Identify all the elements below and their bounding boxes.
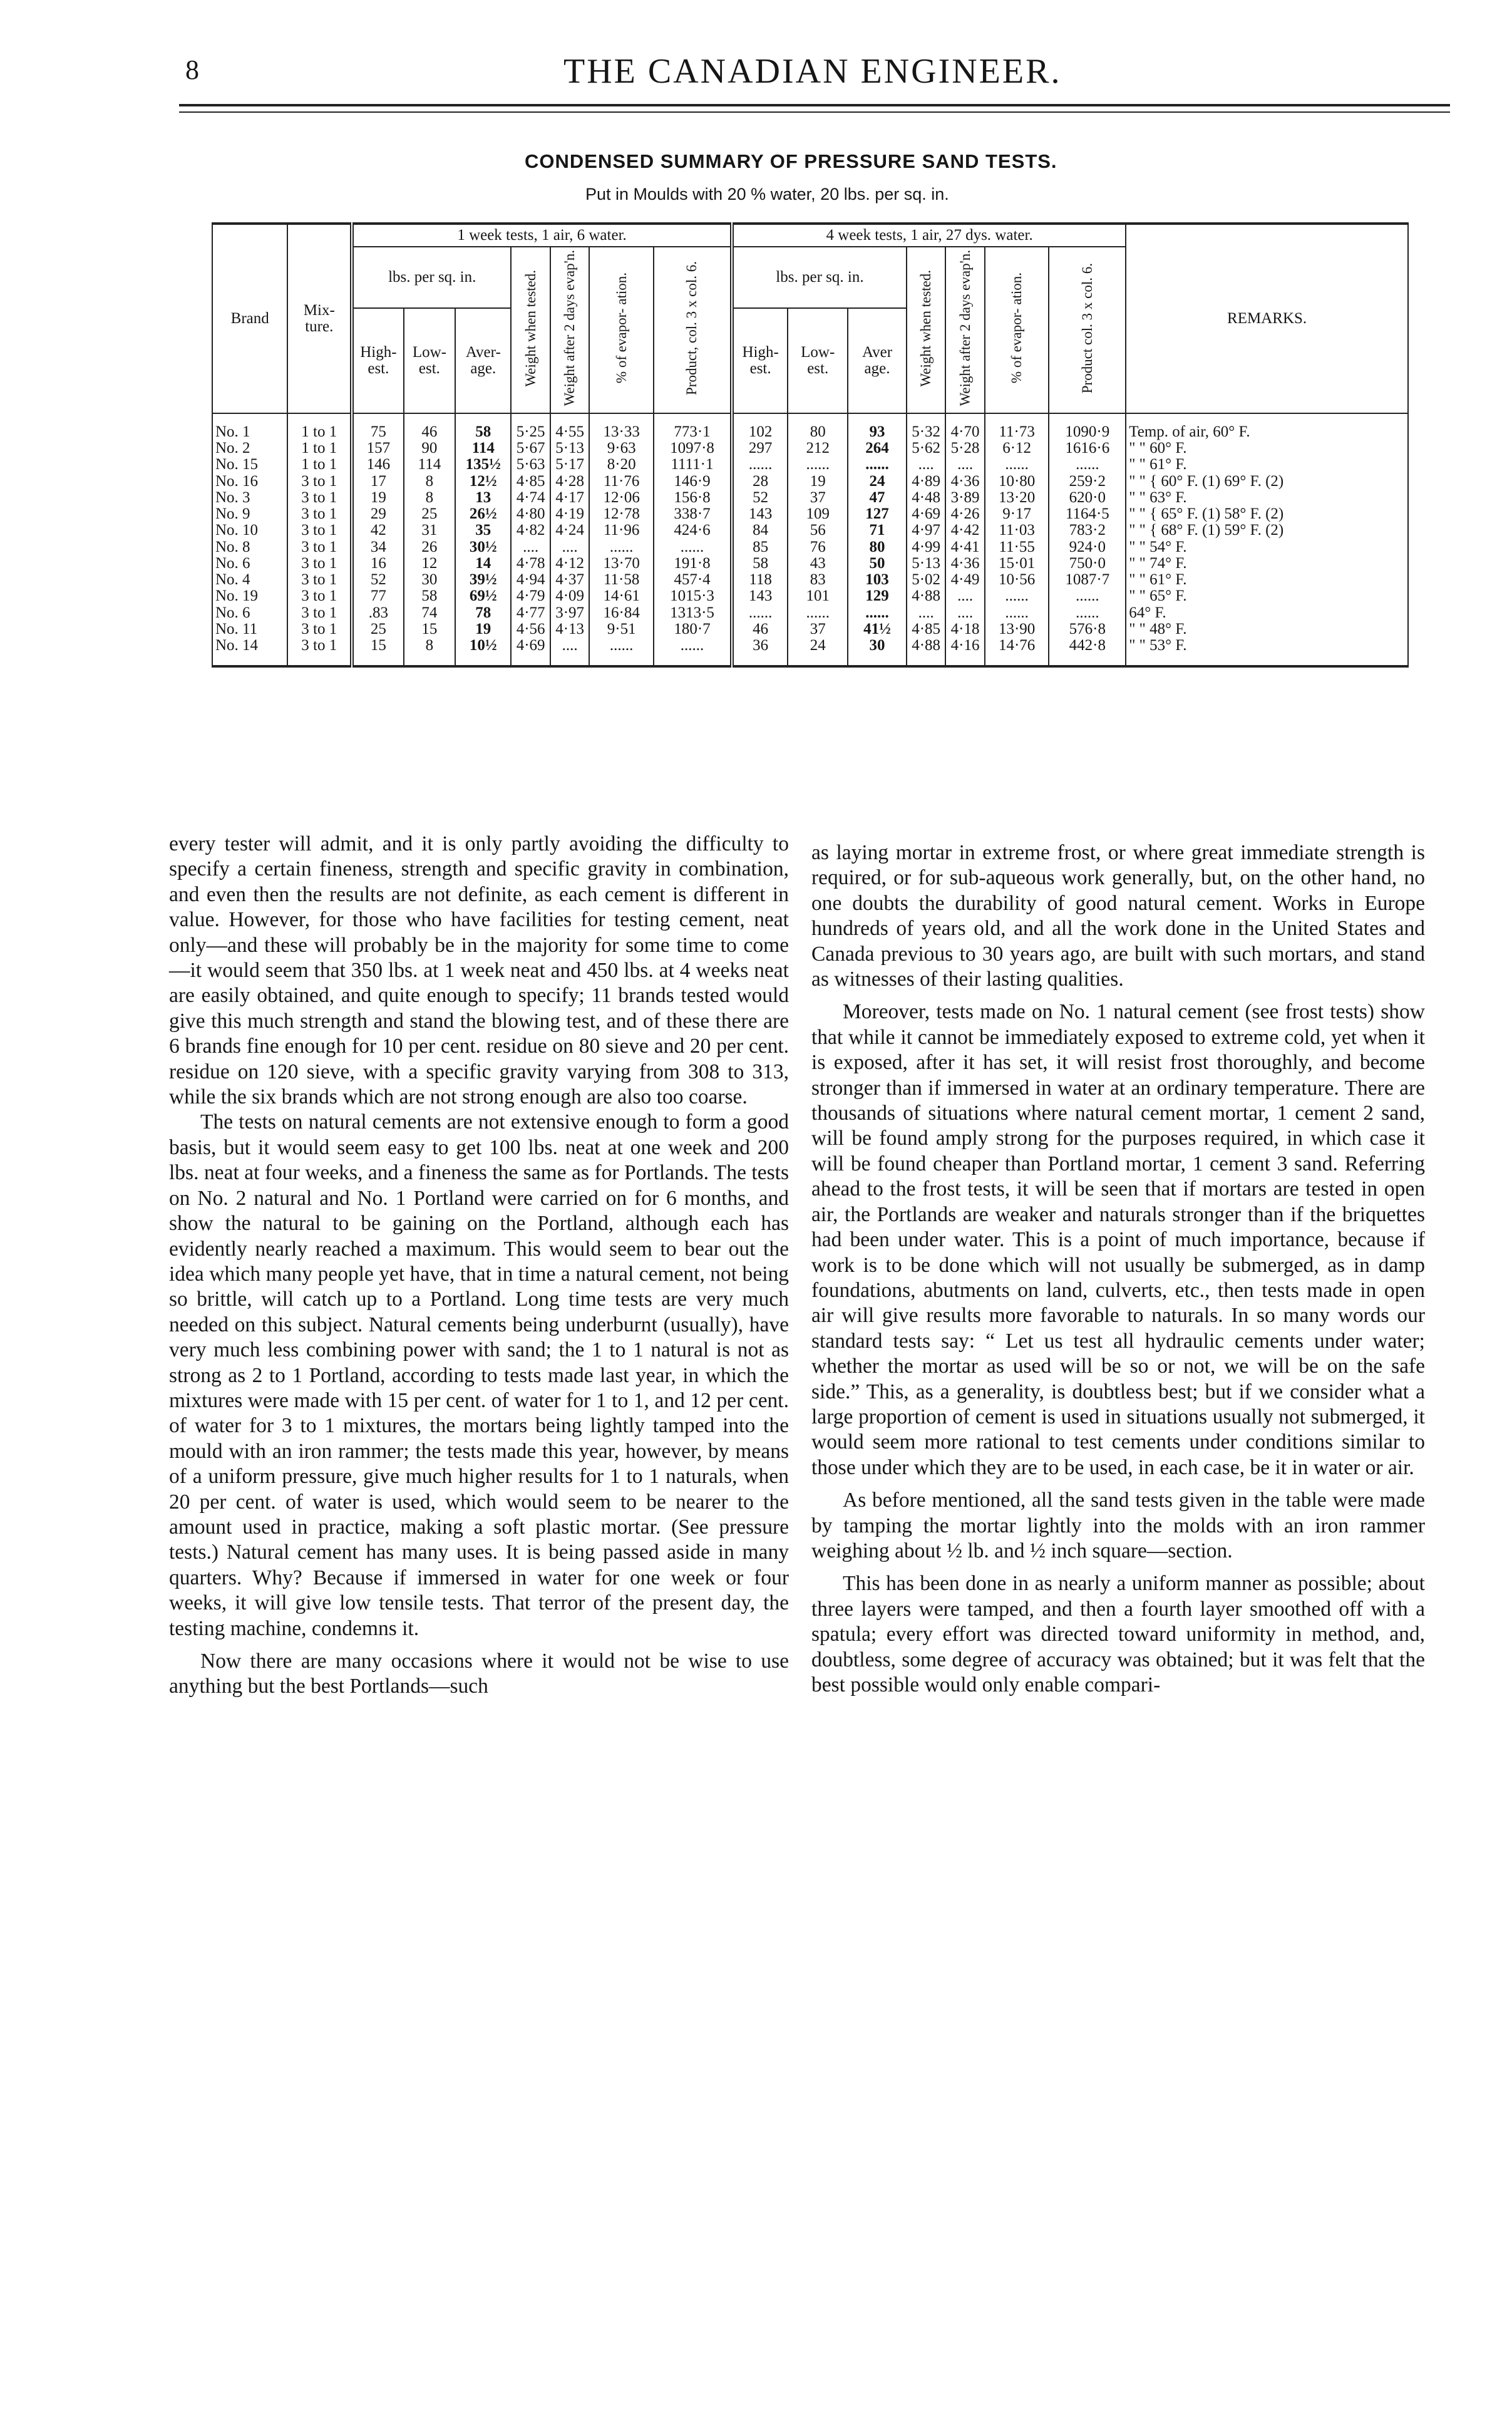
cell-lowest: 74 [404,605,456,621]
cell-average: 26½ [455,506,511,522]
cell-weight-tested-4wk: 4·97 [907,522,945,539]
cell-evaporation: 16·84 [589,605,654,621]
header-weight-after: Weight after 2 days evap'n. [562,250,578,406]
cell-highest-4wk: ...... [732,457,788,473]
cell-weight-tested: 5·25 [511,413,550,440]
cell-average-4wk: 30 [848,638,907,666]
cell-brand: No. 4 [212,572,287,588]
cell-evaporation-4wk: 6·12 [985,440,1049,457]
cell-weight-tested: 4·77 [511,605,550,621]
cell-evaporation: 13·33 [589,413,654,440]
cell-weight-tested-4wk: 5·02 [907,572,945,588]
cell-remarks: " " { 65° F. (1) 58° F. (2) [1126,506,1408,522]
table-row [212,638,1408,666]
cell-lowest-4wk: 80 [788,413,848,440]
cell-highest-4wk: 297 [732,440,788,457]
cell-highest-4wk: 84 [732,522,788,539]
cell-lowest: 58 [404,588,456,604]
cell-average: 35 [455,522,511,539]
header-rule-thin [179,111,1450,113]
cell-mixture: 3 to 1 [287,522,352,539]
cell-mixture: 3 to 1 [287,638,352,666]
cell-product-4wk: 259·2 [1049,473,1126,490]
cell-lowest-4wk: 37 [788,490,848,506]
cell-evaporation-4wk: 10·80 [985,473,1049,490]
cell-highest-4wk: 85 [732,539,788,555]
cell-highest-4wk: ...... [732,605,788,621]
cell-lowest-4wk: 43 [788,555,848,572]
table-row [212,539,1408,555]
cell-brand: No. 6 [212,605,287,621]
cell-average-4wk: 24 [848,473,907,490]
cell-product-4wk: 442·8 [1049,638,1126,666]
cell-evaporation: 12·78 [589,506,654,522]
paragraph: This has been done in as nearly a uniform manner as possible; about three layers were tamped, and then a fourth layer smoothed off with a spatula; every effort was directed toward uniformity in method, and, doubtless, some degree of accuracy was obtained; but it was felt that the best possible would only enable compari- [811,1572,1425,1696]
table-row [212,621,1408,638]
cell-remarks: " " 63° F. [1126,490,1408,506]
cell-lowest: 15 [404,621,456,638]
cell-evaporation-4wk: 11·73 [985,413,1049,440]
cell-evaporation-4wk: 15·01 [985,555,1049,572]
cell-brand: No. 1 [212,413,287,440]
cell-weight-after-4wk: 4·70 [945,413,984,440]
cell-remarks: Temp. of air, 60° F. [1126,413,1408,440]
cell-remarks: 64° F. [1126,605,1408,621]
cell-weight-after-4wk: 4·18 [945,621,984,638]
cell-brand: No. 8 [212,539,287,555]
cell-weight-tested-4wk: 5·13 [907,555,945,572]
cell-highest: .83 [352,605,404,621]
cell-average: 58 [455,413,511,440]
cell-average-4wk: ...... [848,457,907,473]
cell-weight-tested-4wk: 4·88 [907,638,945,666]
cell-highest: 75 [352,413,404,440]
page-number: 8 [185,54,199,85]
cell-average: 13 [455,490,511,506]
cell-brand: No. 15 [212,457,287,473]
cell-weight-tested: 4·56 [511,621,550,638]
cell-remarks: " " 74° F. [1126,555,1408,572]
cell-mixture: 3 to 1 [287,506,352,522]
cell-weight-tested-4wk: 4·85 [907,621,945,638]
header-average: Aver- age. [455,308,511,413]
table-row [212,588,1408,604]
cell-mixture: 3 to 1 [287,572,352,588]
cell-weight-after: 3·97 [550,605,589,621]
cell-weight-tested: 4·80 [511,506,550,522]
cell-highest: 34 [352,539,404,555]
cell-brand: No. 10 [212,522,287,539]
header-week1-group: 1 week tests, 1 air, 6 water. [352,224,732,247]
cell-product: 1015·3 [654,588,732,604]
cell-weight-after: 4·19 [550,506,589,522]
cell-lowest: 46 [404,413,456,440]
cell-highest-4wk: 58 [732,555,788,572]
table-row [212,555,1408,572]
summary-table-container [212,222,1409,668]
cell-product: ...... [654,638,732,666]
cell-mixture: 3 to 1 [287,555,352,572]
cell-weight-after-4wk: 4·42 [945,522,984,539]
cell-remarks: " " 61° F. [1126,457,1408,473]
cell-product: 191·8 [654,555,732,572]
cell-weight-after-4wk: 4·49 [945,572,984,588]
cell-highest-4wk: 46 [732,621,788,638]
header-evaporation-4wk: % of evapor- ation. [1009,272,1025,384]
cell-product: 1097·8 [654,440,732,457]
cell-weight-after: 4·37 [550,572,589,588]
cell-product-4wk: ...... [1049,457,1126,473]
cell-highest-4wk: 36 [732,638,788,666]
journal-title: THE CANADIAN ENGINEER. [563,52,1062,91]
header-evaporation: % of evapor- ation. [613,272,629,384]
cell-weight-after: 4·28 [550,473,589,490]
cell-weight-after: 4·17 [550,490,589,506]
cell-brand: No. 9 [212,506,287,522]
table-row [212,506,1408,522]
table-title: CONDENSED SUMMARY OF PRESSURE SAND TESTS. [525,150,1057,172]
cell-evaporation: 9·51 [589,621,654,638]
cell-product: 1313·5 [654,605,732,621]
cell-lowest: 8 [404,473,456,490]
cell-lowest: 8 [404,490,456,506]
cell-weight-tested: 5·63 [511,457,550,473]
cell-weight-after: 4·12 [550,555,589,572]
cell-evaporation: 11·76 [589,473,654,490]
cell-remarks: " " 48° F. [1126,621,1408,638]
header-week1-lbs: lbs. per sq. in. [352,247,511,308]
cell-brand: No. 11 [212,621,287,638]
cell-lowest-4wk: 37 [788,621,848,638]
header-product-4wk: Product col. 3 x col. 6. [1079,262,1095,394]
header-average-4wk: Aver age. [848,308,907,413]
cell-product: 338·7 [654,506,732,522]
cell-highest: 42 [352,522,404,539]
cell-lowest-4wk: 109 [788,506,848,522]
cell-highest: 25 [352,621,404,638]
cell-highest-4wk: 102 [732,413,788,440]
cell-weight-after-4wk: 4·36 [945,555,984,572]
cell-evaporation-4wk: ...... [985,457,1049,473]
cell-product-4wk: 576·8 [1049,621,1126,638]
header-weight-after-4wk: Weight after 2 days evap'n. [957,250,973,406]
cell-lowest: 31 [404,522,456,539]
cell-evaporation-4wk: 11·55 [985,539,1049,555]
cell-weight-after-4wk: 4·26 [945,506,984,522]
paragraph: As before mentioned, all the sand tests given in the table were made by tamping the mortar lightly into the molds with an iron rammer weighing about ½ lb. and ½ inch square—section. [811,1489,1425,1562]
cell-weight-after: 4·55 [550,413,589,440]
cell-average-4wk: 50 [848,555,907,572]
table-row [212,457,1408,473]
cell-product-4wk: 783·2 [1049,522,1126,539]
cell-weight-after: 5·13 [550,440,589,457]
cell-average-4wk: ...... [848,605,907,621]
cell-weight-after: 4·09 [550,588,589,604]
paragraph: The tests on natural cements are not extensive enough to form a good basis, but it would seem easy to get 100 lbs. neat at one week and 200 lbs. neat at four weeks, and a fineness the same as for Portlands. The tests on No. 2 natural and No. 1 Portland were carried on for 6 months, and show the natural to be gaining on the Portland, although each has evidently nearly reached a maximum. This would seem to bear out the idea which many people yet have, that in time a natural cement, not being so brittle, will catch up to a Portland. Long time tests are very much needed on this subject. Natural cements being underburnt (usually), have very much less combining power with sand; the 1 to 1 natural is not as strong as 2 to 1 Portland, according to tests made last year, in which the mixtures were made with 15 per cent. of water for 1 to 1, and 12 per cent. of water for 3 to 1 mixtures, the mortars being lightly tamped into the mould with an iron rammer; the tests made this year, however, by means of a uniform pressure, give much higher results for 1 to 1 naturals, when 20 per cent. of water is used, which would seem to be nearer to the amount used in practice, making a soft plastic mortar. (See pressure tests.) Natural cement has many uses. It is being passed aside in many quarters. Why? Because if immersed in water for one week or four weeks, it will give low tensile tests. That terror of the present day, the testing machine, condemns it. [169,1110,789,1640]
cell-average-4wk: 47 [848,490,907,506]
cell-evaporation: ...... [589,539,654,555]
cell-lowest-4wk: 56 [788,522,848,539]
cell-highest: 146 [352,457,404,473]
cell-highest: 29 [352,506,404,522]
cell-lowest: 8 [404,638,456,666]
cell-weight-after-4wk: 5·28 [945,440,984,457]
cell-evaporation-4wk: 13·90 [985,621,1049,638]
cell-weight-tested-4wk: 5·32 [907,413,945,440]
cell-average: 10½ [455,638,511,666]
table-row [212,413,1408,440]
paragraph: Now there are many occasions where it would not be wise to use anything but the best Portlands—such [169,1649,789,1698]
cell-product-4wk: 924·0 [1049,539,1126,555]
cell-remarks: " " 54° F. [1126,539,1408,555]
cell-lowest-4wk: 101 [788,588,848,604]
cell-product-4wk: 620·0 [1049,490,1126,506]
cell-average-4wk: 93 [848,413,907,440]
table-row [212,522,1408,539]
cell-brand: No. 3 [212,490,287,506]
sand-tests-table [212,222,1409,668]
cell-evaporation-4wk: 9·17 [985,506,1049,522]
cell-highest: 77 [352,588,404,604]
cell-lowest-4wk: 24 [788,638,848,666]
cell-weight-tested: 4·74 [511,490,550,506]
cell-average: 39½ [455,572,511,588]
header-weight-tested: Weight when tested. [522,269,538,387]
cell-lowest: 12 [404,555,456,572]
cell-lowest: 26 [404,539,456,555]
paragraph: every tester will admit, and it is only partly avoiding the difficulty to specify a certain fineness, strength and specific gravity in combination, and even then the results are not definite, as each cement is different in value. However, for those who have facilities for testing cement, neat only—and these will probably be in the majority for some time to come—it would seem that 350 lbs. at 1 week neat and 450 lbs. at 4 weeks neat are easily obtained, and quite enough to specify; 11 brands tested would give this much strength and stand the blowing test, and of these there are 6 brands fine enough for 10 per cent. residue on 80 sieve and 20 per cent. residue on 120 sieve, with a specific gravity varying from 308 to 313, while the six brands which are not strong enough are also too coarse. [169,832,789,1109]
cell-mixture: 3 to 1 [287,473,352,490]
cell-evaporation: 9·63 [589,440,654,457]
header-highest-4wk: High- est. [732,308,788,413]
cell-evaporation-4wk: 10·56 [985,572,1049,588]
cell-average-4wk: 127 [848,506,907,522]
cell-evaporation-4wk: 11·03 [985,522,1049,539]
cell-mixture: 3 to 1 [287,605,352,621]
cell-weight-tested: 4·69 [511,638,550,666]
cell-weight-tested: 4·82 [511,522,550,539]
cell-average-4wk: 129 [848,588,907,604]
cell-weight-tested-4wk: .... [907,605,945,621]
paragraph: Moreover, tests made on No. 1 natural cement (see frost tests) show that while it cannot be immediately exposed to extreme cold, yet when it is exposed, after it has set, it will resist frost thoroughly, and become stronger than if immersed in water at an ordinary temperature. There are thousands of situations where natural cement mortar, 1 cement 2 sand, will be found amply strong for the purposes required, in which case it will be found cheaper than Portland mortar, 1 cement 3 sand. Referring ahead to the frost tests, it will be seen that if mortars are tested in open air, the Portlands are weaker and naturals stronger than if the briquettes had been under water. This is a point of much importance, because if work is to be done which will not usually be submerged, as in damp foundations, abutments on land, culverts, etc., then tests made in open air will give results more favorable to naturals. In so many words our standard tests say: “ Let us test all hydraulic cements under water; whether the mortar as used will be so or not, we will be on the safe side.” This, as a generality, is doubtless best; but if we consider what a large proportion of cement is used in situations usually not submerged, it would seem more rational to test cements under conditions similar to those under which they are to be used, in each case, be it in water or air. [811,1000,1425,1479]
paragraph: as laying mortar in extreme frost, or where great immediate strength is required, or for sub-aqueous work generally, but, on the other hand, no one doubts the durability of good natural cement. Works in Europe hundreds of years old, and all the work done in the United States and Canada previous to 30 years ago, are built with such mortars, and stand as witnesses of their lasting qualities. [811,841,1425,991]
cell-brand: No. 14 [212,638,287,666]
header-lowest-4wk: Low- est. [788,308,848,413]
cell-weight-after-4wk: .... [945,588,984,604]
cell-average: 78 [455,605,511,621]
cell-lowest-4wk: ...... [788,457,848,473]
cell-lowest: 114 [404,457,456,473]
header-remarks: REMARKS. [1126,224,1408,413]
cell-evaporation: 14·61 [589,588,654,604]
text-column-left [169,832,789,1700]
cell-weight-tested-4wk: 4·89 [907,473,945,490]
cell-product-4wk: ...... [1049,605,1126,621]
cell-brand: No. 16 [212,473,287,490]
cell-remarks: " " 53° F. [1126,638,1408,666]
cell-weight-tested-4wk: 4·99 [907,539,945,555]
header-highest: High- est. [352,308,404,413]
cell-weight-tested: 5·67 [511,440,550,457]
table-body [212,413,1408,667]
cell-highest-4wk: 28 [732,473,788,490]
cell-mixture: 1 to 1 [287,457,352,473]
cell-lowest-4wk: 76 [788,539,848,555]
header-product: Product, col. 3 x col. 6. [684,261,700,395]
header-rule [179,104,1450,106]
cell-average: 19 [455,621,511,638]
cell-remarks: " " { 68° F. (1) 59° F. (2) [1126,522,1408,539]
cell-weight-after: .... [550,539,589,555]
cell-weight-after-4wk: .... [945,457,984,473]
cell-evaporation: 8·20 [589,457,654,473]
cell-lowest-4wk: 212 [788,440,848,457]
cell-remarks: " " 65° F. [1126,588,1408,604]
cell-remarks: " " 61° F. [1126,572,1408,588]
cell-evaporation: 13·70 [589,555,654,572]
cell-product: 457·4 [654,572,732,588]
cell-weight-tested: 4·85 [511,473,550,490]
table-row [212,440,1408,457]
cell-brand: No. 6 [212,555,287,572]
cell-highest: 157 [352,440,404,457]
cell-weight-tested-4wk: 5·62 [907,440,945,457]
cell-mixture: 3 to 1 [287,621,352,638]
cell-remarks: " " { 60° F. (1) 69° F. (2) [1126,473,1408,490]
table-row [212,473,1408,490]
cell-product: ...... [654,539,732,555]
cell-evaporation-4wk: 13·20 [985,490,1049,506]
cell-product: 773·1 [654,413,732,440]
cell-lowest-4wk: ...... [788,605,848,621]
cell-weight-after-4wk: .... [945,605,984,621]
cell-product-4wk: 1087·7 [1049,572,1126,588]
cell-weight-tested: .... [511,539,550,555]
cell-average-4wk: 80 [848,539,907,555]
cell-weight-after: .... [550,638,589,666]
header-weight-tested-4wk: Weight when tested. [918,269,934,387]
cell-average: 69½ [455,588,511,604]
cell-highest-4wk: 118 [732,572,788,588]
table-row [212,605,1408,621]
cell-highest-4wk: 52 [732,490,788,506]
cell-highest: 15 [352,638,404,666]
cell-mixture: 3 to 1 [287,539,352,555]
cell-weight-after-4wk: 3·89 [945,490,984,506]
cell-evaporation: 11·96 [589,522,654,539]
cell-product-4wk: ...... [1049,588,1126,604]
table-subtitle: Put in Moulds with 20 % water, 20 lbs. per sq. in. [585,185,949,204]
cell-weight-after-4wk: 4·16 [945,638,984,666]
cell-weight-tested-4wk: .... [907,457,945,473]
cell-lowest: 25 [404,506,456,522]
cell-highest: 16 [352,555,404,572]
cell-brand: No. 19 [212,588,287,604]
cell-evaporation-4wk: ...... [985,605,1049,621]
cell-highest: 17 [352,473,404,490]
cell-evaporation-4wk: ...... [985,588,1049,604]
cell-weight-tested-4wk: 4·48 [907,490,945,506]
cell-average: 14 [455,555,511,572]
cell-average: 12½ [455,473,511,490]
cell-weight-tested-4wk: 4·88 [907,588,945,604]
cell-product-4wk: 1090·9 [1049,413,1126,440]
cell-average: 30½ [455,539,511,555]
cell-product-4wk: 750·0 [1049,555,1126,572]
cell-weight-after-4wk: 4·36 [945,473,984,490]
cell-product: 424·6 [654,522,732,539]
cell-mixture: 1 to 1 [287,440,352,457]
cell-highest-4wk: 143 [732,506,788,522]
cell-average-4wk: 71 [848,522,907,539]
header-week4-group: 4 week tests, 1 air, 27 dys. water. [732,224,1126,247]
cell-average: 135½ [455,457,511,473]
cell-evaporation: 12·06 [589,490,654,506]
cell-mixture: 3 to 1 [287,588,352,604]
cell-lowest-4wk: 19 [788,473,848,490]
cell-highest-4wk: 143 [732,588,788,604]
cell-weight-after: 5·17 [550,457,589,473]
cell-mixture: 1 to 1 [287,413,352,440]
table-row [212,572,1408,588]
cell-weight-tested: 4·78 [511,555,550,572]
cell-highest: 19 [352,490,404,506]
cell-weight-after-4wk: 4·41 [945,539,984,555]
cell-average: 114 [455,440,511,457]
cell-remarks: " " 60° F. [1126,440,1408,457]
cell-lowest: 30 [404,572,456,588]
cell-product: 146·9 [654,473,732,490]
cell-brand: No. 2 [212,440,287,457]
cell-lowest-4wk: 83 [788,572,848,588]
cell-weight-tested-4wk: 4·69 [907,506,945,522]
cell-product: 180·7 [654,621,732,638]
cell-product: 1111·1 [654,457,732,473]
text-column-right [811,840,1425,1698]
cell-weight-tested: 4·94 [511,572,550,588]
cell-highest: 52 [352,572,404,588]
cell-evaporation: ...... [589,638,654,666]
header-week4-lbs: lbs. per sq. in. [732,247,907,308]
cell-product: 156·8 [654,490,732,506]
table-row [212,490,1408,506]
cell-average-4wk: 41½ [848,621,907,638]
cell-weight-after: 4·13 [550,621,589,638]
cell-evaporation-4wk: 14·76 [985,638,1049,666]
cell-evaporation: 11·58 [589,572,654,588]
header-mixture: Mix- ture. [287,224,352,413]
cell-average-4wk: 103 [848,572,907,588]
cell-product-4wk: 1616·6 [1049,440,1126,457]
header-lowest: Low- est. [404,308,456,413]
cell-product-4wk: 1164·5 [1049,506,1126,522]
header-brand: Brand [212,224,287,413]
cell-average-4wk: 264 [848,440,907,457]
cell-weight-tested: 4·79 [511,588,550,604]
cell-mixture: 3 to 1 [287,490,352,506]
cell-lowest: 90 [404,440,456,457]
cell-weight-after: 4·24 [550,522,589,539]
